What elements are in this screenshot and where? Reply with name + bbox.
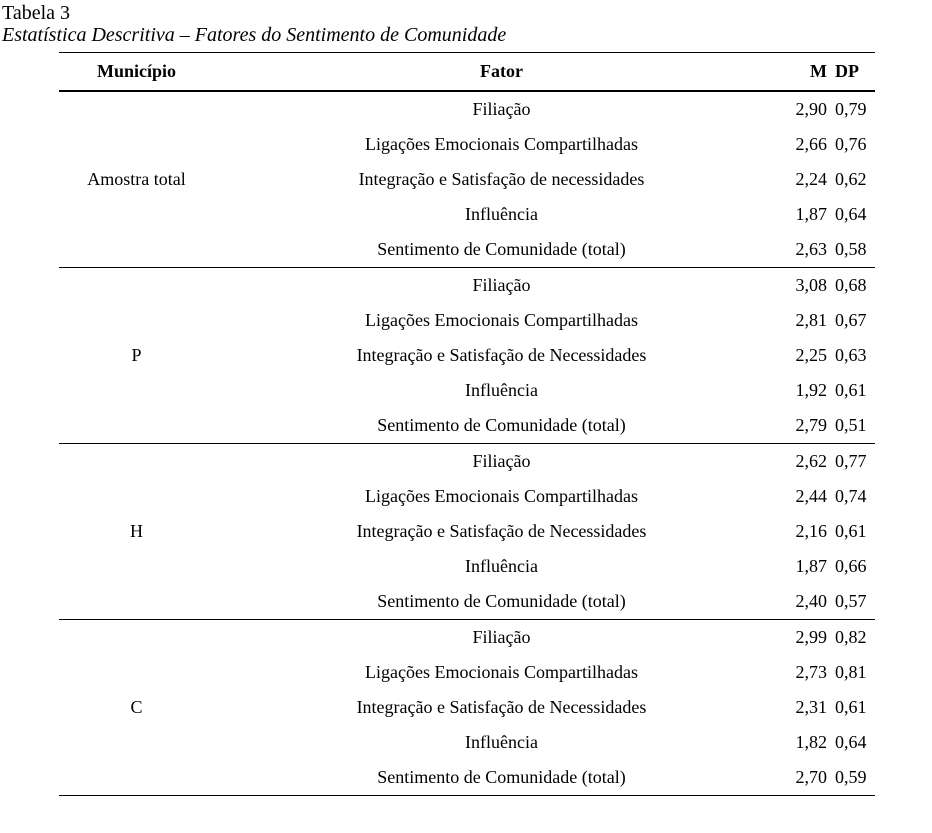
fator-cell: Ligações Emocionais Compartilhadas [365,486,638,506]
municipio-cell: H [59,444,214,620]
table-subtitle: Estatística Descritiva – Fatores do Sentimento de Comunidade [2,24,507,46]
m-cell: 2,25 [795,345,827,365]
fator-cell: Influência [465,732,538,752]
dp-cell: 0,51 [833,408,875,444]
m-cell: 1,92 [795,380,827,400]
fator-cell: Influência [465,556,538,576]
dp-cell: 0,64 [835,204,867,224]
header-dp: DP [833,53,875,92]
dp-cell: 0,61 [835,380,867,400]
header-fator: Fator [214,53,789,92]
fator-cell: Filiação [472,451,531,471]
dp-cell: 0,68 [835,275,867,295]
table-row [59,268,875,304]
m-cell: 2,16 [795,521,827,541]
fator-cell: Filiação [472,99,531,119]
dp-cell: 0,79 [835,99,867,119]
fator-cell: Sentimento de Comunidade (total) [214,760,789,796]
m-cell: 2,24 [795,169,827,189]
dp-cell: 0,82 [835,627,867,647]
m-cell: 2,31 [795,697,827,717]
fator-cell: Integração e Satisfação de necessidades [358,169,645,189]
m-cell: 2,63 [789,232,833,268]
dp-cell: 0,76 [835,134,867,154]
fator-cell: Sentimento de Comunidade (total) [214,584,789,620]
dp-cell: 0,66 [835,556,867,576]
table-header-row [59,53,875,92]
fator-cell: Ligações Emocionais Compartilhadas [365,662,638,682]
descriptive-stats-table [59,52,875,796]
table-row [59,91,875,127]
m-cell: 2,73 [795,662,827,682]
m-cell: 2,79 [789,408,833,444]
m-cell: 1,87 [795,556,827,576]
dp-cell: 0,81 [835,662,867,682]
table-body [59,91,875,796]
fator-cell: Sentimento de Comunidade (total) [214,408,789,444]
m-cell: 2,40 [789,584,833,620]
m-cell: 1,87 [795,204,827,224]
dp-cell: 0,74 [835,486,867,506]
m-cell: 2,62 [795,451,827,471]
municipio-cell: P [59,268,214,444]
m-cell: 1,82 [795,732,827,752]
m-cell: 2,99 [795,627,827,647]
table-row [59,444,875,480]
dp-cell: 0,77 [835,451,867,471]
fator-cell: Filiação [472,627,531,647]
header-municipio: Município [59,53,214,92]
header-m: M [789,53,833,92]
fator-cell: Influência [465,380,538,400]
table-row [59,620,875,656]
m-cell: 2,90 [795,99,827,119]
fator-cell: Ligações Emocionais Compartilhadas [365,310,638,330]
dp-cell: 0,64 [835,732,867,752]
dp-cell: 0,57 [833,584,875,620]
fator-cell: Influência [465,204,538,224]
m-cell: 2,66 [795,134,827,154]
fator-cell: Sentimento de Comunidade (total) [214,232,789,268]
fator-cell: Integração e Satisfação de Necessidades [356,521,647,541]
m-cell: 3,08 [795,275,827,295]
dp-cell: 0,67 [835,310,867,330]
fator-cell: Integração e Satisfação de Necessidades [356,345,647,365]
municipio-cell: Amostra total [59,91,214,268]
dp-cell: 0,61 [835,521,867,541]
m-cell: 2,70 [789,760,833,796]
dp-cell: 0,59 [833,760,875,796]
municipio-cell: C [59,620,214,796]
fator-cell: Filiação [472,275,531,295]
dp-cell: 0,63 [835,345,867,365]
m-cell: 2,44 [795,486,827,506]
dp-cell: 0,58 [833,232,875,268]
dp-cell: 0,62 [835,169,867,189]
fator-cell: Ligações Emocionais Compartilhadas [365,134,638,154]
fator-cell: Integração e Satisfação de Necessidades [356,697,647,717]
dp-cell: 0,61 [835,697,867,717]
table-title: Tabela 3 [2,2,71,24]
table-caption [2,2,506,46]
m-cell: 2,81 [795,310,827,330]
